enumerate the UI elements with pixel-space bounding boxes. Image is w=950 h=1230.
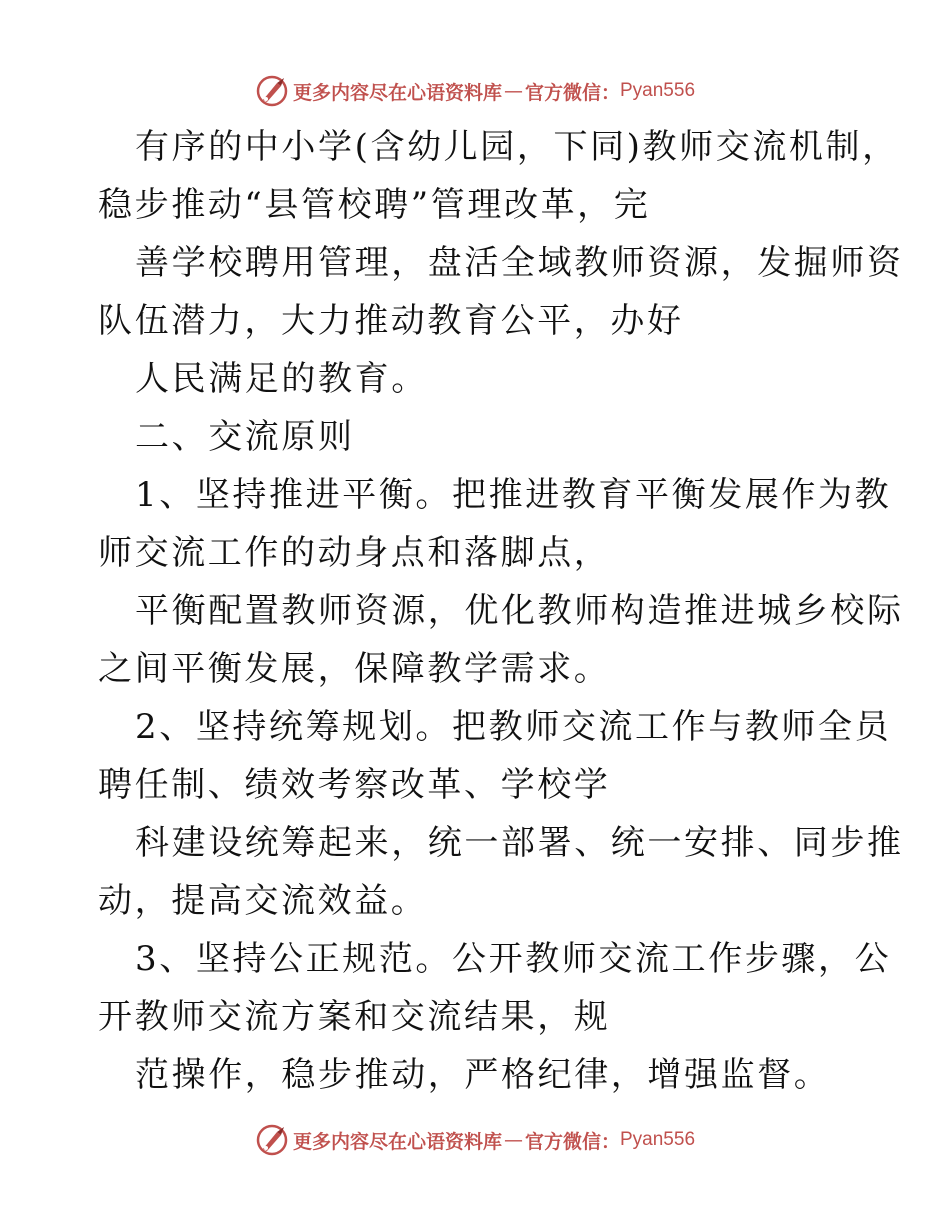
body-line: 科建设统筹起来，统一部署、统一安排、同步推 <box>135 823 904 863</box>
body-line: 开教师交流方案和交流结果，规 <box>98 997 611 1037</box>
body-line: 聘任制、绩效考察改革、学校学 <box>98 765 611 805</box>
body-line: 1、坚持推进平衡。把推进教育平衡发展作为教 <box>135 475 892 515</box>
body-line: 之间平衡发展，保障教学需求。 <box>98 649 611 689</box>
body-line: 人民满足的教育。 <box>135 359 428 399</box>
body-line: 师交流工作的动身点和落脚点， <box>98 533 611 573</box>
body-line: 2、坚持统筹规划。把教师交流工作与教师全员 <box>135 707 892 747</box>
body-line: 3、坚持公正规范。公开教师交流工作步骤，公 <box>135 939 892 979</box>
body-line: 范操作，稳步推动，严格纪律，增强监督。 <box>135 1055 831 1095</box>
body-line: 有序的中小学(含幼儿园，下同)教师交流机制， <box>135 127 899 167</box>
body-line: 队伍潜力，大力推动教育公平，办好 <box>98 301 684 341</box>
quill-pen-logo-icon <box>255 1123 289 1157</box>
watermark-brand-text: 更多内容尽在心语资料库 <box>292 81 502 104</box>
section-heading: 二、交流原则 <box>135 417 355 457</box>
body-line: 稳步推动“县管校聘”管理改革，完 <box>98 185 651 225</box>
watermark-official-text: 官方微信： <box>524 1130 620 1153</box>
watermark-separator: — <box>503 1129 523 1151</box>
watermark-separator: — <box>503 80 523 102</box>
footer-watermark <box>0 1123 950 1157</box>
body-line: 善学校聘用管理，盘活全域教师资源，发掘师资 <box>135 243 904 283</box>
watermark-wechat-id: Pyan556 <box>620 1129 696 1150</box>
body-line: 平衡配置教师资源，优化教师构造推进城乡校际 <box>135 591 904 631</box>
watermark-brand-text: 更多内容尽在心语资料库 <box>292 1130 502 1153</box>
watermark-wechat-id: Pyan556 <box>620 80 696 101</box>
watermark-official-text: 官方微信： <box>524 81 620 104</box>
body-line: 动，提高交流效益。 <box>98 881 428 921</box>
